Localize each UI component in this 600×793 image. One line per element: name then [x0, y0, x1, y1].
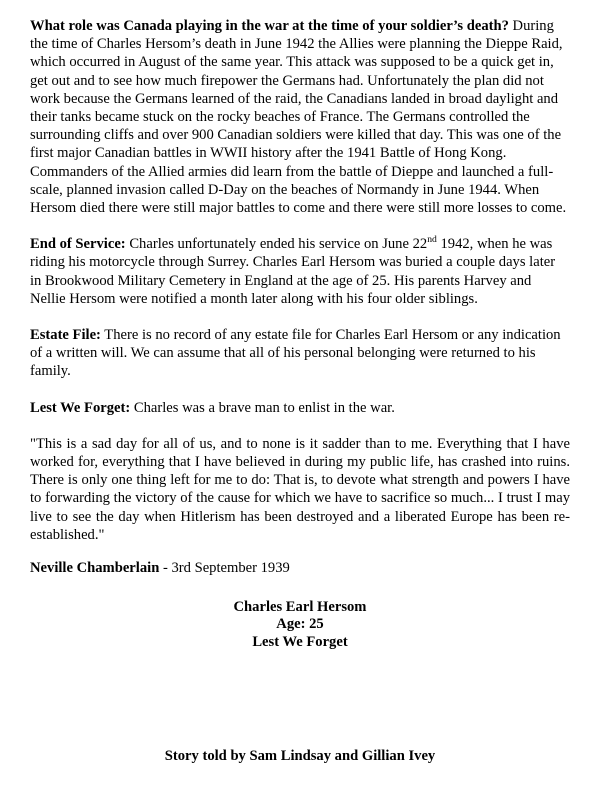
- document-body: [30, 17, 570, 651]
- paragraph-heading-canada-role: What role was Canada playing in the war at the time of your soldier’s death?: [30, 18, 509, 34]
- ordinal-suffix: nd: [427, 234, 437, 246]
- paragraph-heading-lest-we-forget: Lest We Forget:: [30, 399, 131, 416]
- paragraph-heading-estate-file: Estate File:: [30, 327, 101, 344]
- quote-attribution-name: Neville Chamberlain: [30, 559, 160, 576]
- quote-attribution-date: - 3rd September 1939: [159, 559, 290, 576]
- paragraph-lest-we-forget: [30, 399, 570, 417]
- memorial-block: [30, 599, 570, 652]
- paragraph-heading-end-of-service: End of Service:: [30, 236, 126, 253]
- footer-credit: Story told by Sam Lindsay and Gillian Ivey: [164, 748, 436, 764]
- paragraph-text-end-of-service-part2: 1942, when he was riding his motorcycle through Surrey. Charles Earl Hersom was buried a couple days later in Brookwood Military Cemetery in England at the age of 25. His parents Harvey and Nellie Hersom were notified a month later along with his four older siblings.: [30, 236, 556, 307]
- memorial-motto: Lest We Forget: [252, 633, 348, 650]
- memorial-name: Charles Earl Hersom: [233, 598, 367, 615]
- paragraph-text-estate-file: There is no record of any estate file for Charles Earl Hersom or any indication of a written will. We can assume that all of his personal belonging were returned to his family.: [30, 327, 561, 380]
- memorial-age: Age: 25: [276, 616, 324, 633]
- chamberlain-quote: "This is a sad day for all of us, and to none is it sadder than to me. Everything that I have worked for, everything that I have believed in during my public life, has crashed into ruins. There is only one thing left for me to do: That is, to devote what strength and powers I have to forwarding the victory of the cause for which we have to sacrifice so much... I trust I may live to see the day when Hitlerism has been destroyed and a liberated Europe has been re-established.": [30, 435, 570, 543]
- paragraph-text-lest-we-forget: Charles was a brave man to enlist in the war.: [130, 399, 395, 416]
- paragraph-end-of-service: [30, 235, 570, 308]
- paragraph-estate-file: [30, 326, 570, 381]
- paragraph-text-canada-role: During the time of Charles Hersom’s death in June 1942 the Allies were planning the Dieppe Raid, which occurred in August of the same year. This attack was supposed to be a quick get in, get out and to see how much firepower the Germans had. Unfortunately the plan did not work because the Germans learned of the raid, the Canadians landed in broad daylight and their tanks became stuck on the rocky beaches of France. The Germans controlled the surrounding cliffs and over 900 Canadian soldiers were killed that day. This was one of the first major Canadian battles in WWII history after the 1941 Battle of Hong Kong. Commanders of the Allied armies did learn from the battle of Dieppe and launched a full-scale, planned invasion called D-Day on the beaches of Normandy in June 1944. When Hersom died there were still major battles to come and there were still more losses to come.: [30, 18, 567, 217]
- paragraph-canada-role: [30, 17, 570, 217]
- paragraph-text-end-of-service-part1: Charles unfortunately ended his service on June 22: [125, 236, 428, 253]
- quote-attribution: [30, 559, 570, 577]
